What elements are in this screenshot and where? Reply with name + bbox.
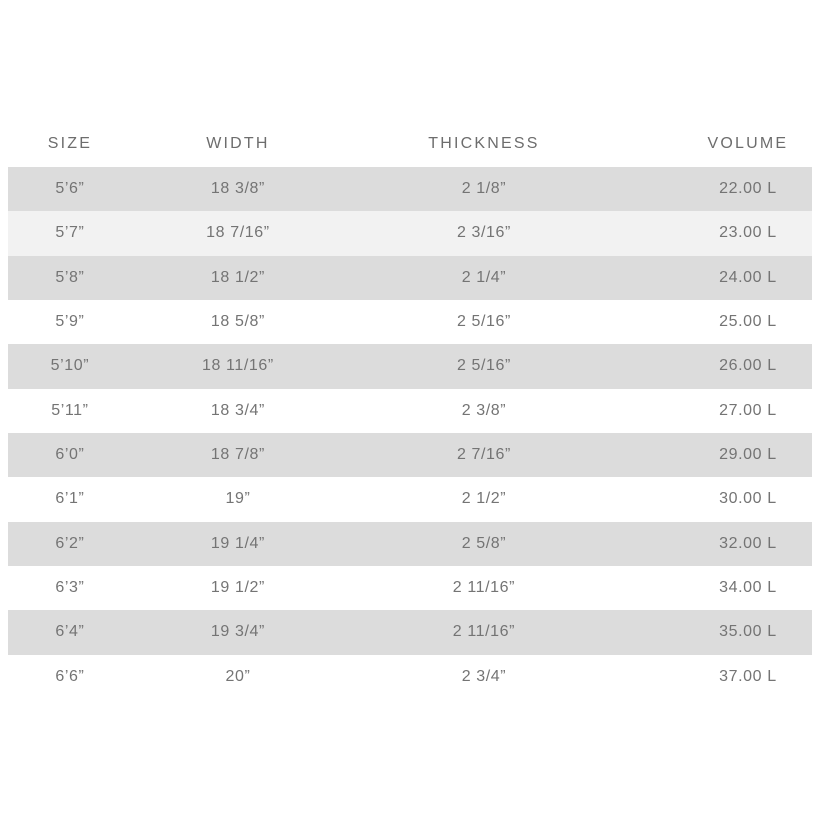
thickness-cell: 2 11/16” (452, 579, 516, 597)
width-cell: 20” (225, 667, 251, 685)
size-cell: 5’8” (55, 268, 85, 286)
table-row (8, 566, 812, 610)
header-thickness: THICKNESS (428, 134, 540, 152)
table-header-row (8, 120, 812, 167)
volume-cell: 22.00 L (719, 180, 777, 198)
width-cell: 18 3/4” (210, 401, 265, 419)
thickness-cell: 2 5/16” (456, 357, 511, 375)
table-row (8, 655, 812, 699)
size-cell: 6’6” (55, 667, 85, 685)
thickness-cell: 2 5/16” (456, 313, 511, 331)
table-row (8, 344, 812, 388)
volume-cell: 23.00 L (719, 224, 777, 242)
header-size: SIZE (47, 134, 93, 152)
volume-cell: 35.00 L (719, 623, 777, 641)
width-cell: 18 1/2” (210, 268, 265, 286)
size-cell: 5’7” (55, 224, 85, 242)
volume-cell: 29.00 L (719, 446, 777, 464)
table-row (8, 477, 812, 521)
table-row (8, 522, 812, 566)
thickness-cell: 2 7/16” (456, 446, 511, 464)
thickness-cell: 2 1/4” (461, 268, 507, 286)
width-cell: 19” (225, 490, 251, 508)
width-cell: 18 11/16” (202, 357, 274, 375)
thickness-cell: 2 1/8” (461, 180, 507, 198)
table-row (8, 610, 812, 654)
size-chart-table (8, 120, 812, 699)
header-volume: VOLUME (707, 134, 789, 152)
volume-cell: 25.00 L (719, 313, 777, 331)
size-cell: 6’1” (55, 490, 85, 508)
size-cell: 6’2” (55, 534, 85, 552)
thickness-cell: 2 3/16” (456, 224, 511, 242)
thickness-cell: 2 3/4” (461, 667, 507, 685)
table-row (8, 256, 812, 300)
width-cell: 19 1/4” (210, 534, 265, 552)
thickness-cell: 2 1/2” (461, 490, 507, 508)
table-row (8, 300, 812, 344)
width-cell: 18 5/8” (210, 313, 265, 331)
size-cell: 5’9” (55, 313, 85, 331)
volume-cell: 37.00 L (719, 667, 777, 685)
width-cell: 18 3/8” (210, 180, 265, 198)
volume-cell: 27.00 L (719, 401, 777, 419)
width-cell: 18 7/16” (206, 224, 270, 242)
size-cell: 5’6” (55, 180, 85, 198)
thickness-cell: 2 11/16” (452, 623, 516, 641)
table-row (8, 167, 812, 211)
size-cell: 6’0” (55, 446, 85, 464)
width-cell: 18 7/8” (210, 446, 265, 464)
size-cell: 5’10” (50, 357, 90, 375)
size-cell: 6’3” (55, 579, 85, 597)
volume-cell: 34.00 L (719, 579, 777, 597)
width-cell: 19 1/2” (210, 579, 265, 597)
volume-cell: 26.00 L (719, 357, 777, 375)
table-row (8, 433, 812, 477)
volume-cell: 24.00 L (719, 268, 777, 286)
volume-cell: 32.00 L (719, 534, 777, 552)
width-cell: 19 3/4” (210, 623, 265, 641)
volume-cell: 30.00 L (719, 490, 777, 508)
header-width: WIDTH (206, 134, 270, 152)
thickness-cell: 2 3/8” (461, 401, 507, 419)
size-cell: 5’11” (51, 401, 89, 419)
table-row (8, 211, 812, 255)
thickness-cell: 2 5/8” (461, 534, 507, 552)
table-row (8, 389, 812, 433)
size-cell: 6’4” (55, 623, 85, 641)
